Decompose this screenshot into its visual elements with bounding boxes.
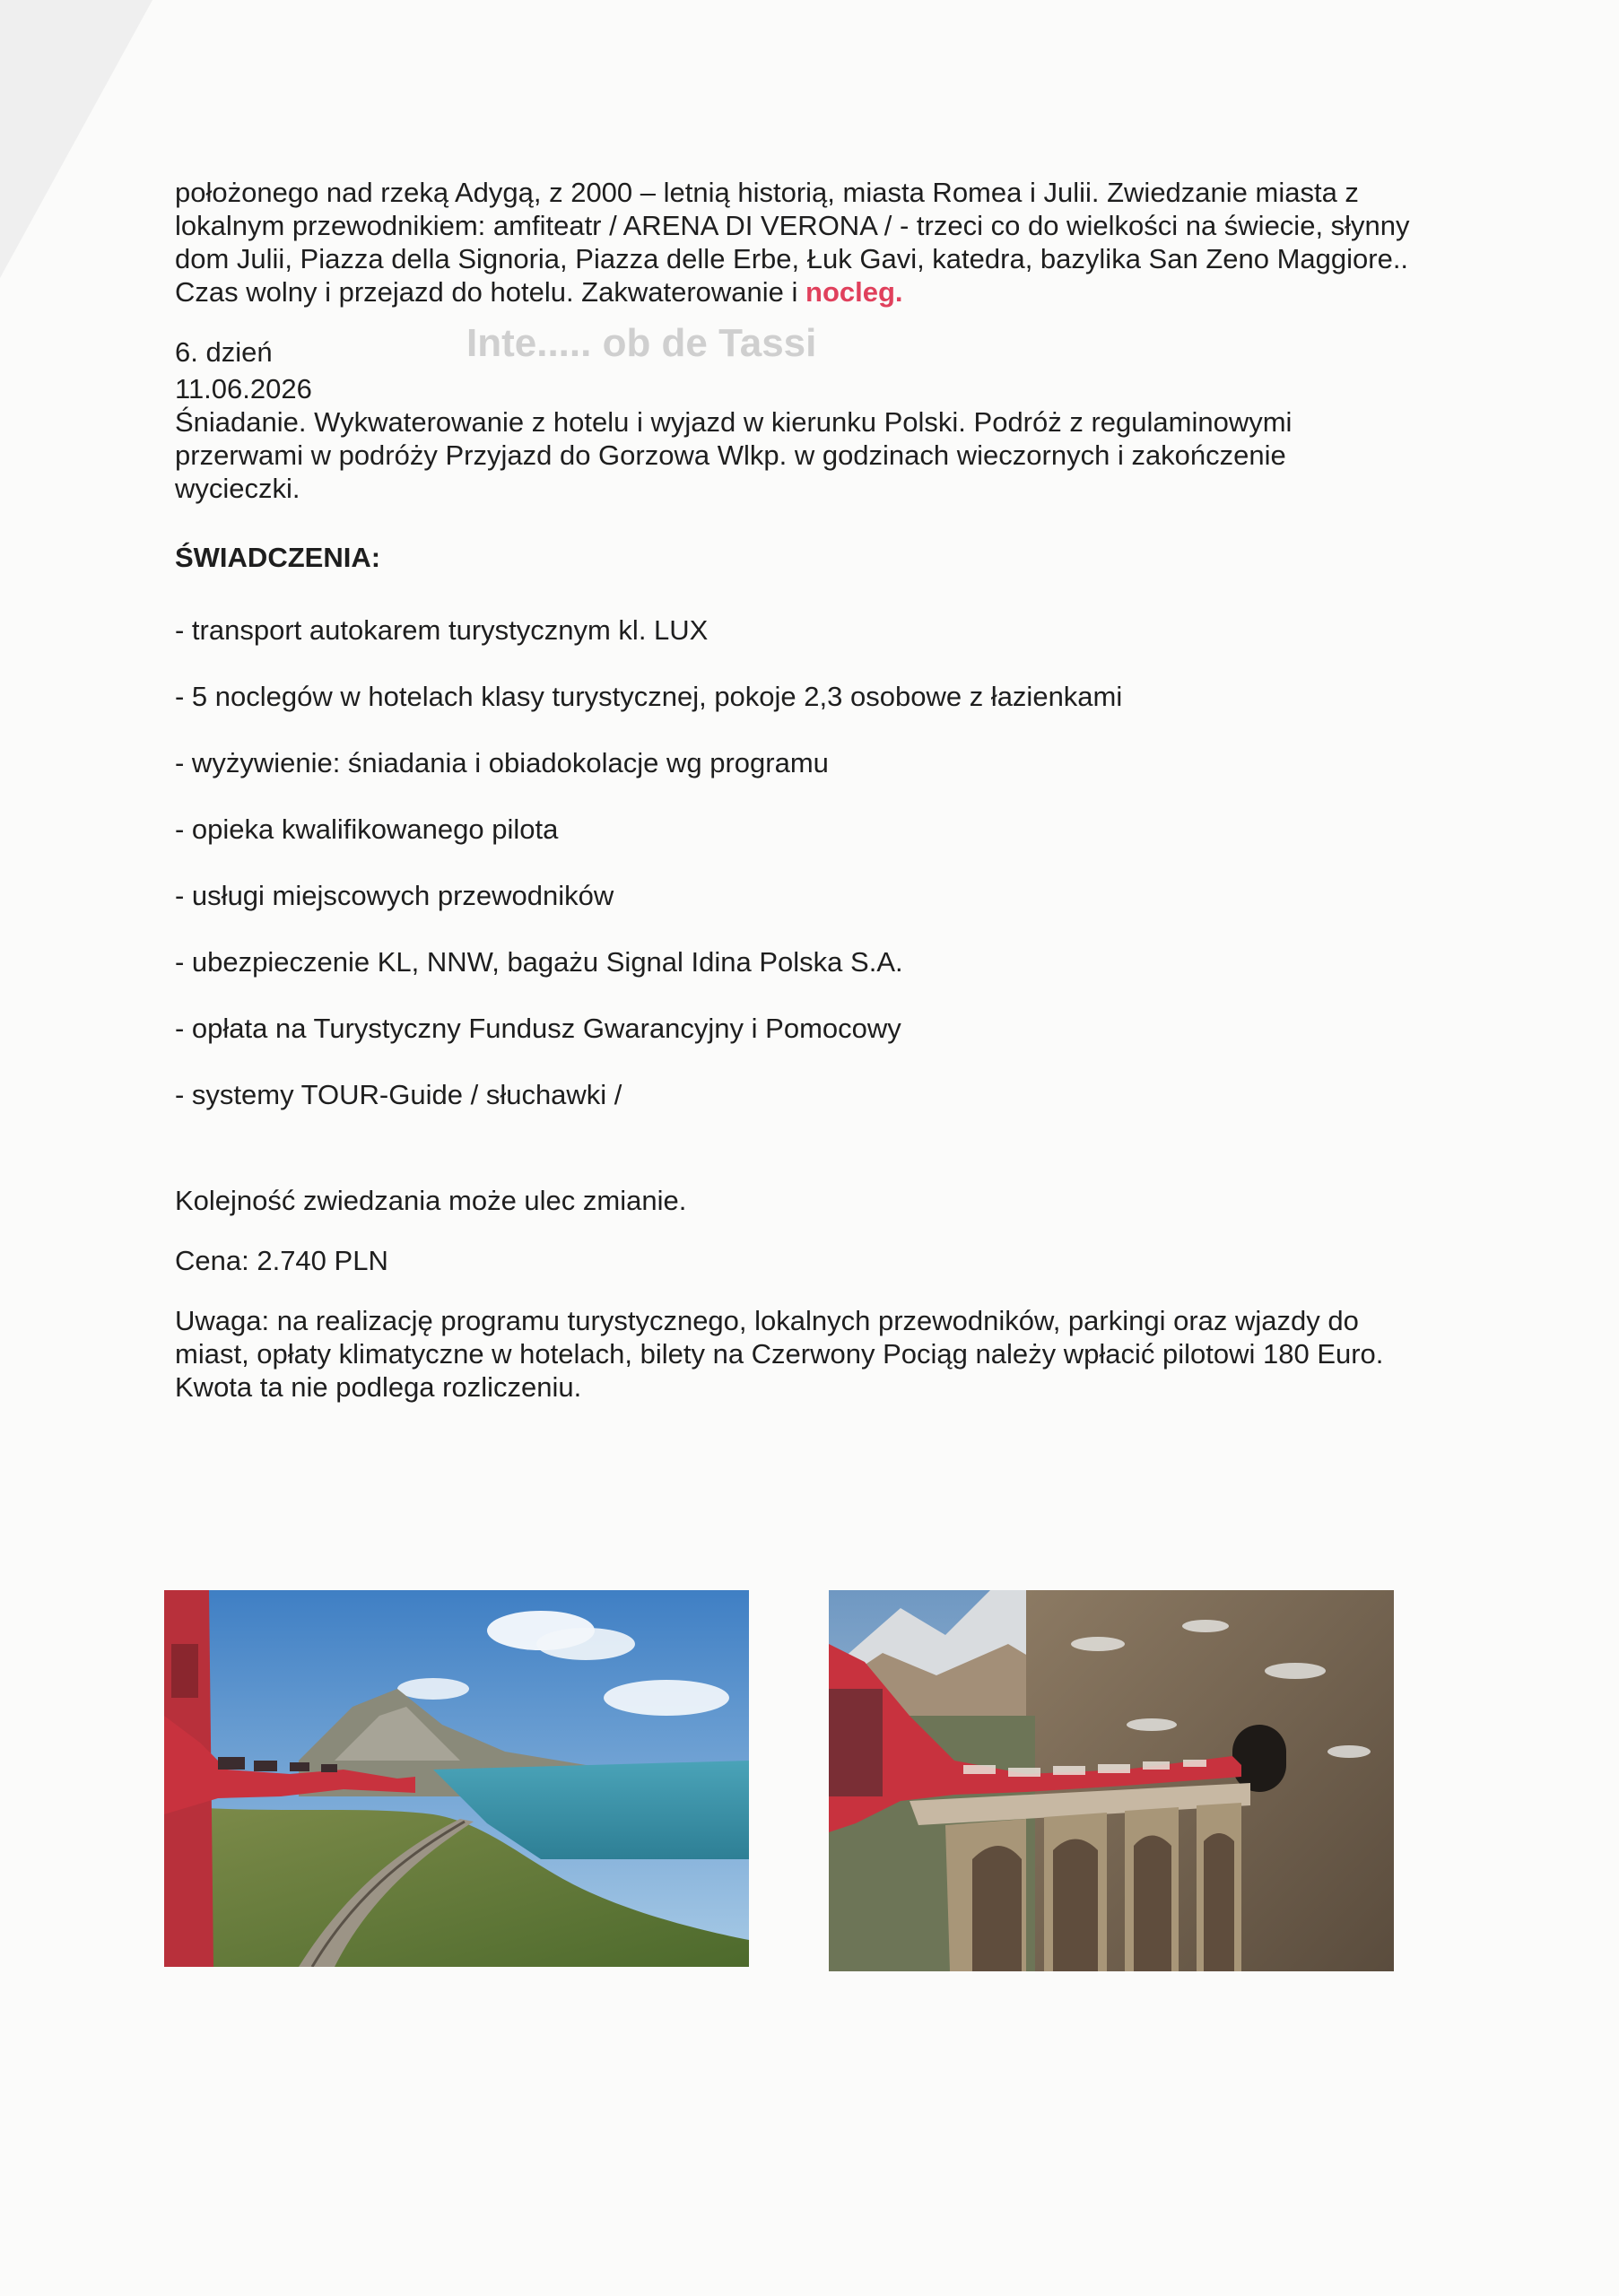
services-heading: ŚWIADCZENIA: <box>175 542 381 573</box>
day-label: 6. dzień <box>175 336 273 368</box>
payment-notice: Uwaga: na realizację programu turystycznego, lokalnych przewodników, parkingi oraz wjazdy do miast, opłaty klimatyczne w hotelach, bilety na Czerwony Pociąg należy wpłacić pilotowi 180 Euro. Kwota ta nie podlega rozliczeniu. <box>175 1305 1384 1403</box>
intro-text: położonego nad rzeką Adygą, z 2000 – letnią historią, miasta Romea i Julii. Zwiedzanie miasta z lokalnym przewodnikiem: amfiteatr / ARENA DI VERONA / - trzeci co do wielkości na świecie, słynny dom Julii, Piazza della Signoria, Piazza delle Erbe, Łuk Gavi, katedra, bazylika San Zeno Maggiore.. Czas wolny i przejazd do hotelu. Zakwaterowanie i <box>175 177 1410 308</box>
service-item: - transport autokarem turystycznym kl. LUX <box>175 614 709 646</box>
service-item: - wyżywienie: śniadania i obiadokolacje wg programu <box>175 747 829 778</box>
service-item: - 5 noclegów w hotelach klasy turystycznej, pokoje 2,3 osobowe z łazienkami <box>175 681 1123 712</box>
intro-paragraph <box>175 176 1413 309</box>
red-train-lake-photo <box>164 1590 749 1967</box>
price: Cena: 2.740 PLN <box>175 1245 388 1276</box>
order-note: Kolejność zwiedzania może ulec zmianie. <box>175 1185 687 1216</box>
service-item: - usługi miejscowych przewodników <box>175 880 614 911</box>
service-item: - ubezpieczenie KL, NNW, bagażu Signal Idina Polska S.A. <box>175 946 903 978</box>
day-description: Śniadanie. Wykwaterowanie z hotelu i wyjazd w kierunku Polski. Podróż z regulaminowymi przerwami w podróży Przyjazd do Gorzowa Wlkp. w godzinach wieczornych i zakończenie wycieczki. <box>175 406 1293 504</box>
ghost-text: Inte..... ob de Tassi <box>466 321 817 365</box>
day-date: 11.06.2026 <box>175 373 312 404</box>
document-body <box>175 176 1413 1404</box>
red-train-viaduct-photo <box>829 1590 1394 1971</box>
scan-corner-fold <box>0 0 152 278</box>
service-item: - systemy TOUR-Guide / słuchawki / <box>175 1079 622 1110</box>
intro-highlight: nocleg. <box>805 276 903 308</box>
service-item: - opłata na Turystyczny Fundusz Gwarancyjny i Pomocowy <box>175 1013 901 1044</box>
service-item: - opieka kwalifikowanego pilota <box>175 813 559 845</box>
